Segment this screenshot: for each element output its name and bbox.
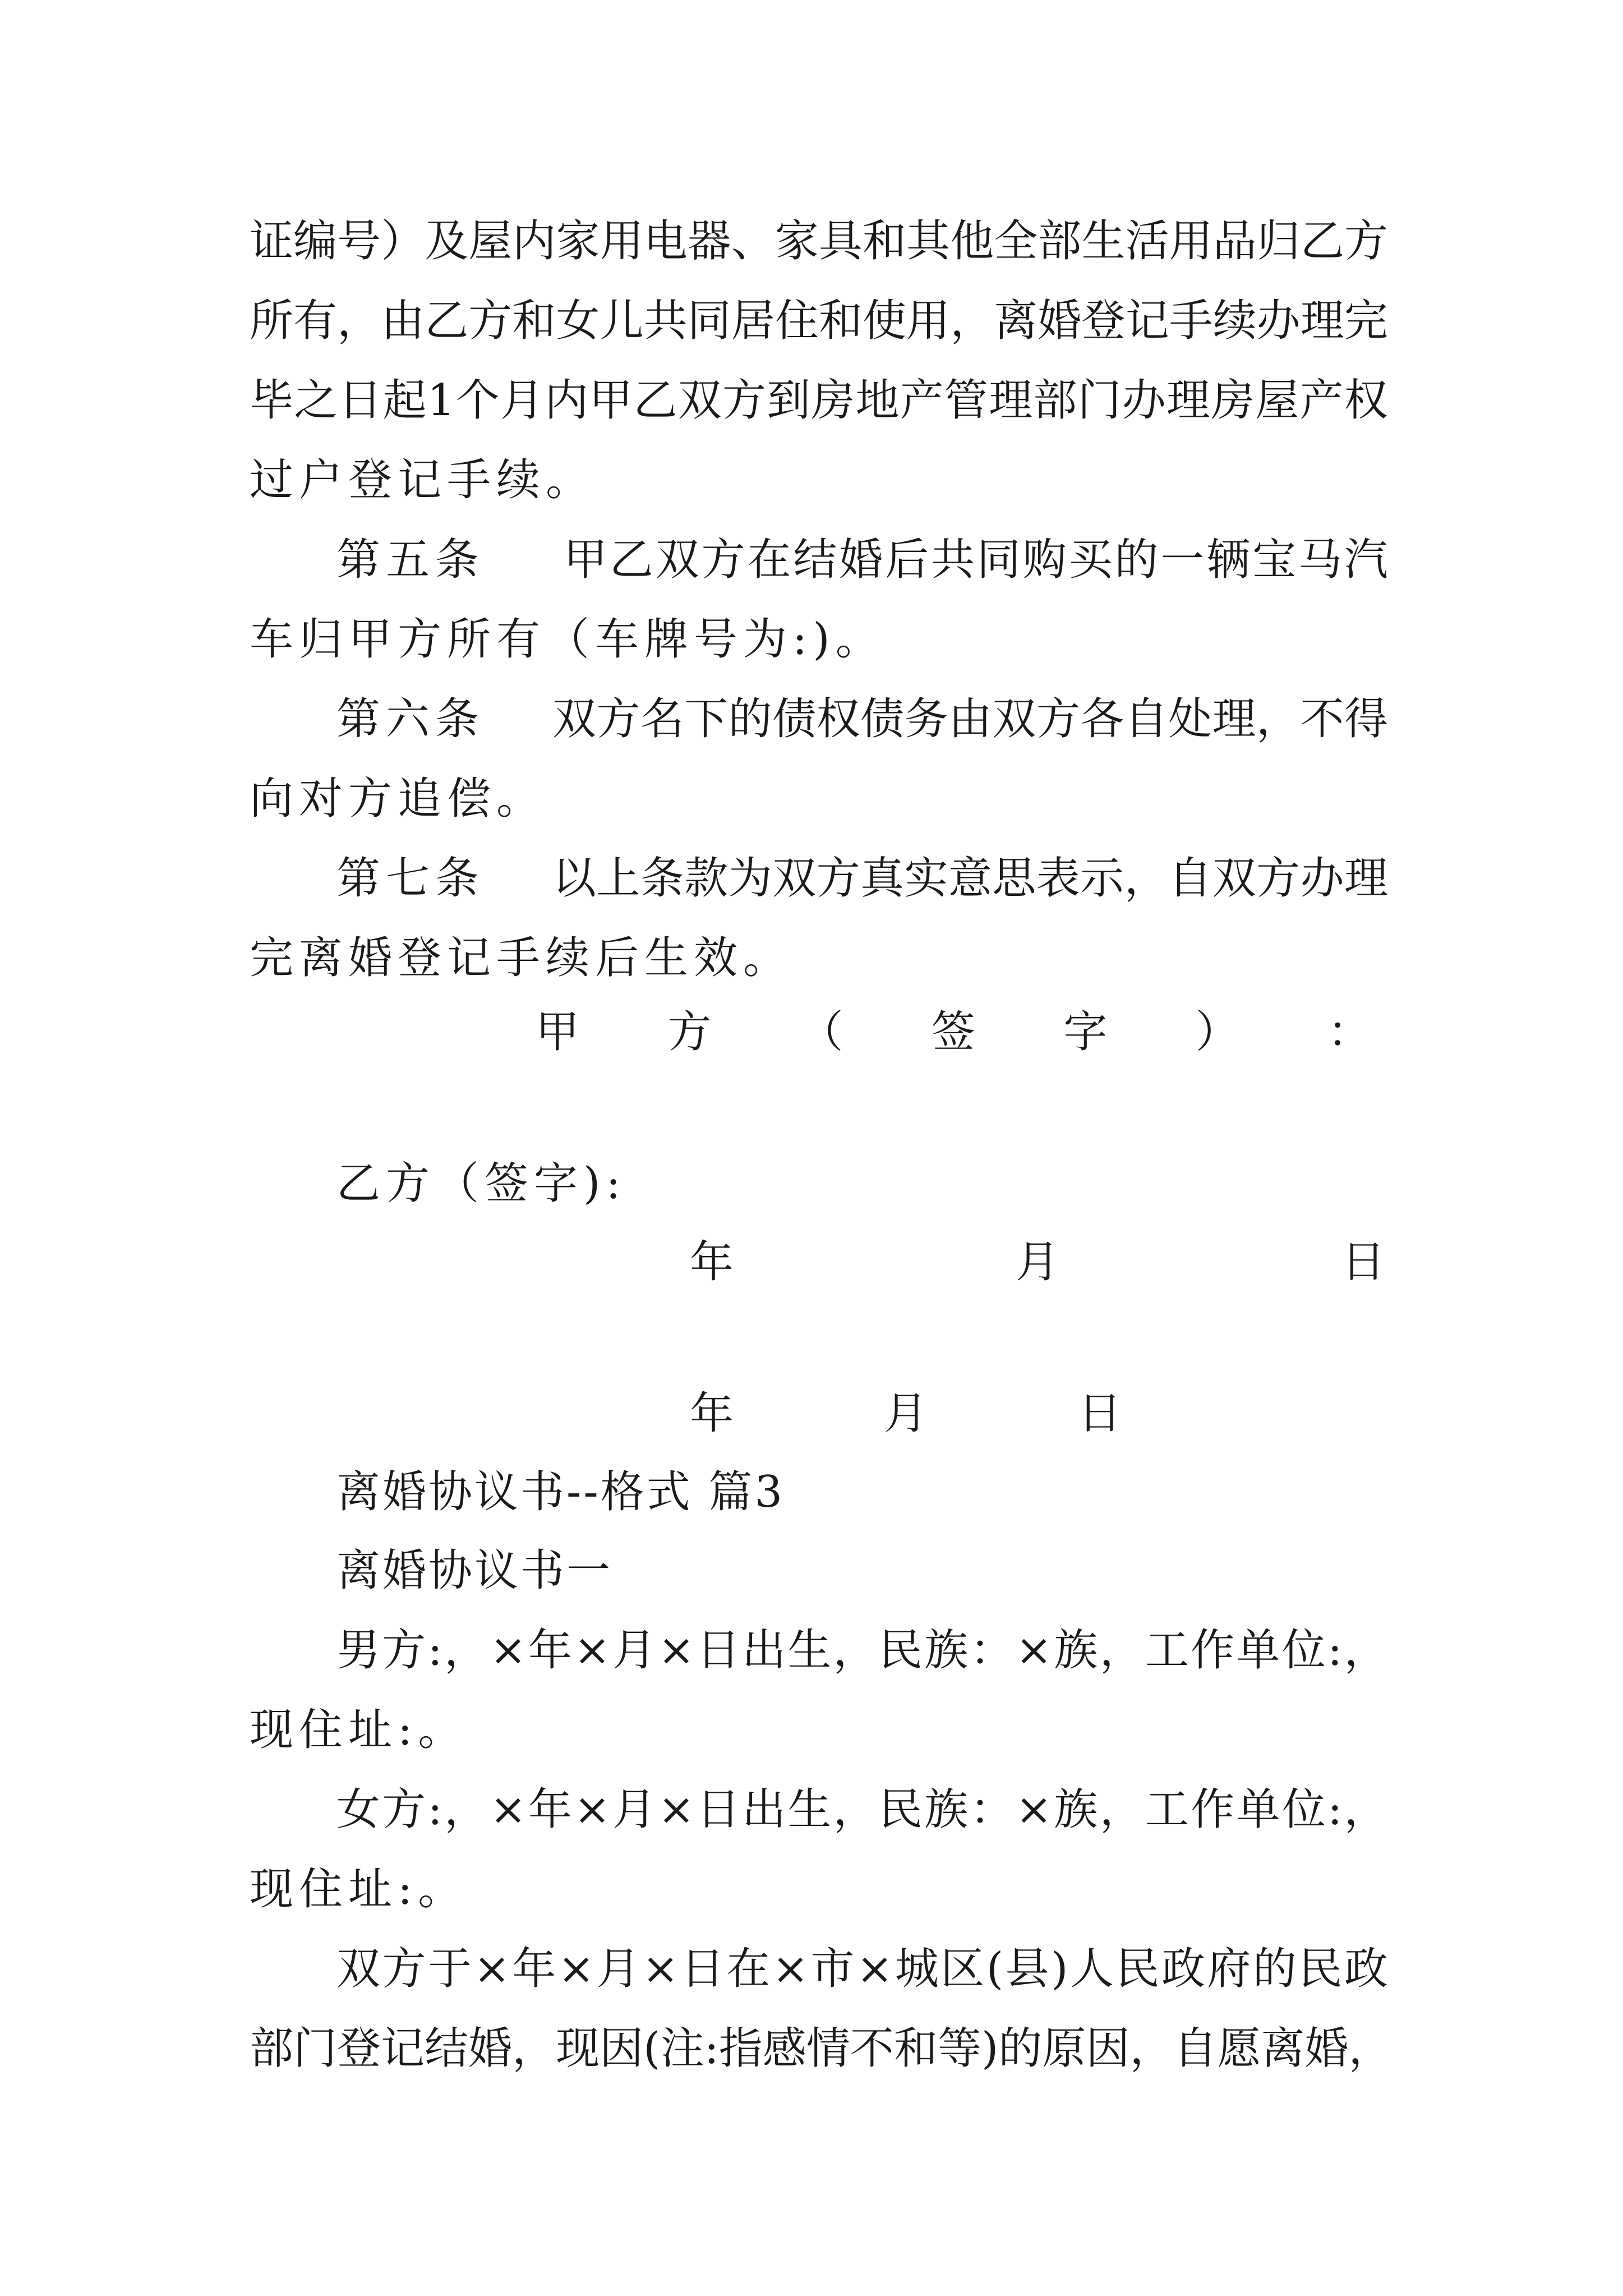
text-char: 自	[1173, 2023, 1218, 2074]
p4-line-1	[250, 213, 1388, 269]
text-char: 共	[643, 296, 688, 346]
text-char: 的	[728, 694, 772, 744]
text-char: 政	[1344, 1944, 1388, 1994]
text-char: 府	[1207, 1944, 1251, 1994]
marriage-info-line-2	[250, 2021, 1393, 2077]
text-char: 活	[1125, 216, 1169, 266]
text-char: 方	[596, 694, 640, 744]
text-char: 日	[338, 375, 382, 426]
text-char: 原	[1042, 2023, 1086, 2074]
text-char: 女	[336, 1784, 381, 1835]
text-char: 日	[696, 1625, 740, 1676]
text-char: 婚	[1304, 2023, 1349, 2074]
text-char: 有	[293, 296, 338, 346]
text-char: 理	[989, 375, 1033, 426]
text-char: 汽	[1344, 535, 1388, 585]
text-char: ，	[1099, 1784, 1144, 1835]
p4-line-3	[250, 372, 1388, 429]
text-char: 双	[336, 1944, 381, 1994]
text-char: 器	[687, 216, 731, 266]
text-char: 编	[293, 216, 338, 266]
text-char: ，	[1129, 2023, 1174, 2074]
text-char: 登	[337, 2023, 381, 2074]
text-char: ，	[1344, 1625, 1388, 1676]
text-char: 双	[992, 694, 1036, 744]
text-char: 为	[728, 853, 772, 904]
text-char: 儿	[600, 296, 644, 346]
text-char: ，	[1124, 853, 1168, 904]
text-char: 管	[944, 375, 988, 426]
text-char: 证	[250, 216, 294, 266]
text-char: 马	[1298, 535, 1343, 585]
text-char: 登	[1081, 296, 1126, 346]
text-char: 一	[1160, 535, 1205, 585]
male-info-line-1	[336, 1622, 1388, 1678]
month-label: 月	[1015, 1237, 1059, 1287]
text-char: 人	[1070, 1944, 1114, 1994]
text-char: 同	[687, 296, 731, 346]
text-char: 现	[556, 2023, 600, 2074]
text-char: ：	[970, 1625, 1014, 1676]
text-char: ，	[444, 1784, 488, 1835]
text-char: 不	[1300, 694, 1344, 744]
text-char: 房	[811, 375, 855, 426]
text-char: 生	[787, 1784, 832, 1835]
text-char: 族	[1054, 1625, 1098, 1676]
text-char: 婚	[1038, 296, 1082, 346]
text-char: 屋	[1255, 375, 1299, 426]
female-info-line-2: 现住址:。	[250, 1864, 468, 1915]
female-info-line-1	[336, 1782, 1388, 1838]
text-char: 务	[904, 694, 948, 744]
text-char: 生	[787, 1625, 832, 1676]
text-char: 完	[1344, 296, 1388, 346]
text-char: 自	[1124, 694, 1168, 744]
text-char: 内	[512, 216, 556, 266]
text-char: 族	[924, 1625, 969, 1676]
text-char: 月	[596, 1944, 640, 1994]
sig-char: 方	[667, 1007, 712, 1057]
text-char: 作	[1191, 1625, 1235, 1676]
text-char: 族	[1054, 1784, 1098, 1835]
text-char: 甲	[564, 535, 608, 585]
text-char: 民	[1298, 1944, 1343, 1994]
text-char: 方	[1344, 216, 1388, 266]
text-char: ×	[557, 1944, 595, 1994]
text-char: 区	[940, 1944, 985, 1994]
text-char: (	[986, 1944, 1004, 1994]
sig-char: ：	[1327, 1007, 1371, 1057]
text-char: 产	[1299, 375, 1344, 426]
article-7-text	[552, 850, 1388, 907]
text-char: 全	[994, 216, 1038, 266]
article-6-line-1	[336, 691, 1388, 747]
text-char: 情	[806, 2023, 850, 2074]
text-char: ，	[512, 2023, 556, 2074]
text-char: 房	[1211, 375, 1255, 426]
text-char: ，	[444, 1625, 488, 1676]
date-row-2	[690, 1386, 1122, 1442]
text-char: 家	[556, 216, 600, 266]
text-char: 双	[552, 694, 597, 744]
text-char: 和	[863, 216, 907, 266]
text-char: ，	[1256, 694, 1301, 744]
text-char: 民	[878, 1784, 923, 1835]
text-char: 工	[1145, 1784, 1189, 1835]
marriage-info-line-1	[336, 1941, 1388, 1997]
article-7-label: 第七条	[336, 853, 485, 904]
article-5-line-2: 车归甲方所有（车牌号为:)。	[250, 614, 885, 665]
text-char: 品	[1212, 216, 1257, 266]
text-char: 自	[1168, 853, 1212, 904]
text-char: 感	[762, 2023, 806, 2074]
text-char: ×	[772, 1944, 809, 1994]
text-char: 家	[774, 216, 819, 266]
text-char: 位	[1281, 1784, 1326, 1835]
text-char: 同	[976, 535, 1021, 585]
text-char: 宝	[1252, 535, 1297, 585]
text-char: 上	[596, 853, 640, 904]
year-label: 年	[690, 1388, 734, 1439]
text-char: 乙	[425, 296, 469, 346]
sig-char: （	[799, 1007, 843, 1057]
sig-char: 字	[1063, 1007, 1108, 1057]
text-char: ×	[658, 1625, 695, 1676]
text-char: :	[1327, 1625, 1343, 1676]
text-char: :	[427, 1625, 442, 1676]
text-char: ×	[642, 1944, 679, 1994]
text-char: 部	[250, 2023, 294, 2074]
text-char: 月	[500, 375, 544, 426]
text-char: 方	[722, 375, 766, 426]
text-char: 权	[816, 694, 860, 744]
text-char: ×	[574, 1625, 611, 1676]
text-char: 得	[1344, 694, 1388, 744]
text-char: 个	[455, 375, 500, 426]
p4-line-4: 过户登记手续。	[250, 455, 596, 505]
text-char: 真	[860, 853, 905, 904]
text-char: 年	[528, 1784, 573, 1835]
text-char: 双	[655, 535, 699, 585]
text-char: ，	[337, 296, 381, 346]
text-char: ×	[1015, 1625, 1053, 1676]
text-char: 1	[427, 375, 455, 426]
text-char: ：	[970, 1784, 1014, 1835]
text-char: 处	[1168, 694, 1212, 744]
text-char: 各	[1080, 694, 1124, 744]
text-char: ×	[473, 1944, 510, 1994]
text-char: 记	[381, 2023, 425, 2074]
text-char: 方	[382, 1625, 426, 1676]
text-char: 日	[680, 1944, 725, 1994]
text-char: 其	[906, 216, 951, 266]
text-char: 办	[1300, 853, 1344, 904]
text-char: 出	[742, 1784, 786, 1835]
text-char: 门	[293, 2023, 338, 2074]
text-char: (	[643, 2023, 661, 2074]
text-char: 号	[337, 216, 381, 266]
text-char: 内	[545, 375, 589, 426]
text-char: 居	[731, 296, 775, 346]
text-char: 理	[1300, 296, 1344, 346]
text-char: ×	[490, 1784, 527, 1835]
text-char: 城	[895, 1944, 939, 1994]
text-char: 下	[684, 694, 728, 744]
text-char: 月	[612, 1625, 656, 1676]
text-char: 年	[528, 1625, 573, 1676]
text-char: ×	[1015, 1784, 1053, 1835]
text-char: 民	[878, 1625, 923, 1676]
text-char: 用	[600, 216, 644, 266]
text-char: 归	[1256, 216, 1301, 266]
article-7-line-1	[336, 850, 1388, 907]
section-heading: 离婚协议书--格式 篇3	[336, 1467, 785, 1517]
text-char: 债	[772, 694, 817, 744]
text-char: 屋	[468, 216, 513, 266]
article-7-line-2: 完离婚登记手续后生效。	[250, 933, 793, 983]
text-char: 的	[1114, 535, 1159, 585]
text-char: ，	[950, 296, 994, 346]
text-char: 由	[948, 694, 992, 744]
text-char: 的	[1252, 1944, 1297, 1994]
text-char: 于	[427, 1944, 472, 1994]
party-b-signature-line: 乙方（签字):	[336, 1158, 626, 1209]
text-char: 生	[1081, 216, 1126, 266]
text-char: 注	[660, 2023, 704, 2074]
text-char: 辆	[1206, 535, 1251, 585]
text-char: :	[1327, 1784, 1343, 1835]
date-row-1	[690, 1234, 1385, 1290]
text-char: 产	[900, 375, 944, 426]
text-char: 日	[696, 1784, 740, 1835]
text-char: 记	[1125, 296, 1169, 346]
article-5-line-1	[336, 532, 1388, 588]
text-char: 地	[855, 375, 900, 426]
month-label: 月	[883, 1388, 928, 1439]
text-char: 县	[1005, 1944, 1049, 1994]
text-char: 方	[382, 1784, 426, 1835]
sig-char: 签	[931, 1007, 975, 1057]
text-char: 用	[1169, 216, 1213, 266]
text-char: ）	[381, 216, 425, 266]
text-char: 和	[893, 2023, 938, 2074]
text-char: ，	[1348, 2023, 1393, 2074]
text-char: 住	[774, 296, 819, 346]
text-char: 用	[906, 296, 951, 346]
p4-line-2	[250, 293, 1388, 349]
text-char: )	[981, 2023, 999, 2074]
text-char: ×	[490, 1625, 527, 1676]
text-char: 的	[998, 2023, 1043, 2074]
article-5-text	[564, 532, 1388, 588]
text-char: 方	[1256, 853, 1301, 904]
text-char: 方	[468, 296, 513, 346]
text-char: 名	[640, 694, 684, 744]
text-char: 离	[994, 296, 1038, 346]
text-char: 示	[1080, 853, 1124, 904]
text-char: 实	[904, 853, 948, 904]
text-char: 到	[767, 375, 811, 426]
text-char: 在	[747, 535, 791, 585]
text-char: 购	[1022, 535, 1067, 585]
text-char: 款	[684, 853, 728, 904]
text-char: 单	[1236, 1784, 1280, 1835]
text-char: 乙	[633, 375, 677, 426]
day-label: 日	[1341, 1237, 1385, 1287]
text-char: 结	[425, 2023, 469, 2074]
text-char: 方	[816, 853, 860, 904]
text-char: )	[1051, 1944, 1068, 1994]
text-char: 政	[1161, 1944, 1205, 1994]
article-6-label: 第六条	[336, 694, 485, 744]
text-char: 因	[1086, 2023, 1130, 2074]
text-char: 女	[556, 296, 600, 346]
text-char: 愿	[1217, 2023, 1261, 2074]
text-char: 意	[948, 853, 992, 904]
text-char: 毕	[250, 375, 294, 426]
text-char: 由	[381, 296, 425, 346]
text-char: 表	[1036, 853, 1080, 904]
text-char: 和	[512, 296, 556, 346]
text-char: 理	[1212, 694, 1256, 744]
text-char: ，	[833, 1784, 877, 1835]
text-char: 年	[512, 1944, 556, 1994]
male-info-line-2: 现住址:。	[250, 1705, 468, 1755]
text-char: 理	[1344, 853, 1388, 904]
text-char: 思	[992, 853, 1036, 904]
text-char: 民	[1115, 1944, 1160, 1994]
text-char: :	[427, 1784, 442, 1835]
text-char: 所	[250, 296, 294, 346]
text-char: 等	[937, 2023, 981, 2074]
text-char: 双	[677, 375, 722, 426]
text-char: 及	[425, 216, 469, 266]
text-char: 甲	[589, 375, 633, 426]
text-char: 出	[742, 1625, 786, 1676]
text-char: 办	[1256, 296, 1301, 346]
text-char: 工	[1145, 1625, 1189, 1676]
text-char: 作	[1191, 1784, 1235, 1835]
article-6-line-2: 向对方追偿。	[250, 774, 546, 824]
text-char: 位	[1281, 1625, 1326, 1676]
section-subheading: 离婚协议书一	[336, 1545, 613, 1596]
text-char: 、	[731, 216, 775, 266]
text-char: 单	[1236, 1625, 1280, 1676]
text-char: ，	[833, 1625, 877, 1676]
text-char: 续	[1212, 296, 1257, 346]
party-a-signature-line	[536, 1004, 1371, 1060]
text-char: :	[704, 2023, 719, 2074]
text-char: 电	[643, 216, 688, 266]
text-char: 具	[819, 216, 863, 266]
text-char: 婚	[839, 535, 883, 585]
text-char: 男	[336, 1625, 381, 1676]
text-char: ×	[856, 1944, 893, 1994]
text-char: 他	[950, 216, 994, 266]
sig-char: 甲	[536, 1007, 580, 1057]
text-char: 和	[819, 296, 863, 346]
text-char: 办	[1122, 375, 1166, 426]
text-char: 方	[701, 535, 745, 585]
text-char: 结	[793, 535, 837, 585]
text-char: 使	[863, 296, 907, 346]
text-char: 在	[726, 1944, 771, 1994]
text-char: 之	[294, 375, 338, 426]
text-char: 债	[860, 694, 905, 744]
text-char: 方	[1036, 694, 1080, 744]
text-char: 乙	[609, 535, 653, 585]
text-char: 起	[382, 375, 427, 426]
text-char: 条	[640, 853, 684, 904]
text-char: 婚	[468, 2023, 513, 2074]
text-char: 离	[1261, 2023, 1305, 2074]
text-char: 双	[1212, 853, 1256, 904]
text-char: 因	[600, 2023, 644, 2074]
text-char: 族	[924, 1784, 969, 1835]
text-char: 月	[612, 1784, 656, 1835]
article-6-text	[552, 691, 1388, 747]
text-char: 乙	[1300, 216, 1344, 266]
text-char: 门	[1077, 375, 1122, 426]
text-char: 指	[718, 2023, 763, 2074]
text-char: ×	[574, 1784, 611, 1835]
day-label: 日	[1077, 1388, 1122, 1439]
text-char: ×	[658, 1784, 695, 1835]
text-char: 权	[1344, 375, 1388, 426]
text-char: 以	[552, 853, 597, 904]
text-char: ，	[1344, 1784, 1388, 1835]
text-char: 市	[810, 1944, 855, 1994]
sig-char: ）	[1195, 1007, 1239, 1057]
text-char: ，	[1099, 1625, 1144, 1676]
year-label: 年	[690, 1237, 734, 1287]
text-char: 方	[382, 1944, 426, 1994]
text-char: 买	[1068, 535, 1113, 585]
text-char: 部	[1038, 216, 1082, 266]
text-char: 共	[931, 535, 975, 585]
article-5-label: 第五条	[336, 535, 485, 585]
text-char: 理	[1166, 375, 1210, 426]
text-char: 部	[1033, 375, 1077, 426]
text-char: 手	[1169, 296, 1213, 346]
text-char: 后	[885, 535, 929, 585]
text-char: 双	[772, 853, 817, 904]
text-char: 不	[850, 2023, 894, 2074]
